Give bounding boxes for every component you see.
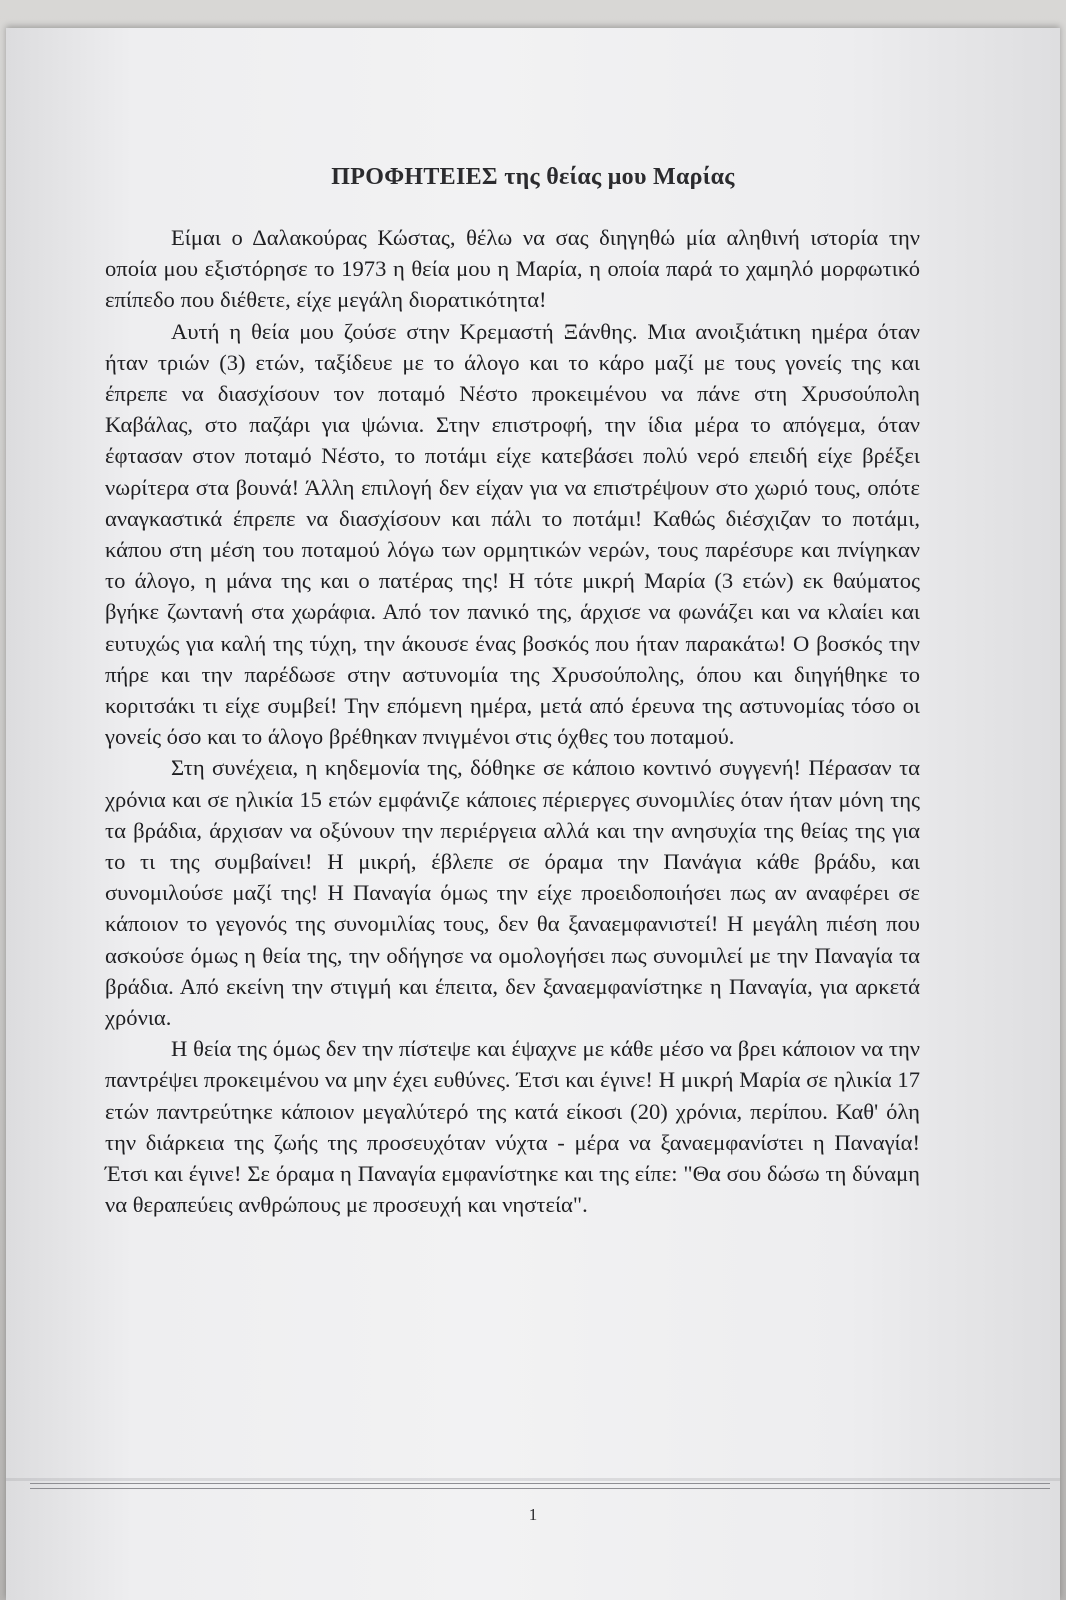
document-title: ΠΡΟΦΗΤΕΙΕΣ της θείας μου Μαρίας (331, 164, 735, 190)
document-body (105, 222, 920, 1221)
page-number: 1 (528, 1505, 538, 1524)
paragraph-1: Είμαι ο Δαλακούρας Κώστας, θέλω να σας διηγηθώ μία αληθινή ιστορία την οποία μου εξιστόρησε το 1973 η θεία μου η Μαρία, η οποία παρά το χαμηλό μορφωτικό επίπεδο που διέθετε, είχε μεγάλη διορατικότητα! (105, 225, 920, 313)
footer-rule-secondary (30, 1488, 1050, 1489)
paragraph-4: Η θεία της όμως δεν την πίστεψε και έψαχνε με κάθε μέσο να βρει κάποιον να την παντρέψει προκειμένου να μην έχει ευθύνες. Έτσι και έγινε! Η μικρή Μαρία σε ηλικία 17 ετών παντρεύτηκε κάποιον μεγαλύτερό της κατά είκοσι (20) χρόνια, περίπου. Καθ' όλη την διάρκεια της ζωής της προσευχόταν νύχτα - μέρα να ξαναεμφανίστει η Παναγία! Έτσι και έγινε! Σε όραμα η Παναγία εμφανίστηκε και της είπε: "Θα σου δώσω τη δύναμη να θεραπεύεις ανθρώπους με προσευχή και νηστεία". (105, 1036, 920, 1218)
paragraph-3: Στη συνέχεια, η κηδεμονία της, δόθηκε σε κάποιο κοντινό συγγενή! Πέρασαν τα χρόνια και σε ηλικία 15 ετών εμφάνιζε κάποιες πέριεργες συνομιλίες όταν ήταν μόνη της τα βράδια, άρχισαν να οξύνουν την περιέργεια αλλά και την ανησυχία της θείας της για το τι της συμβαίνει! Η μικρή, έβλεπε σε όραμα την Πανάγια κάθε βράδυ, και συνομιλούσε μαζί της! Η Παναγία όμως την είχε προειδοποιήσει πως αν αναφέρει σε κάποιον το γεγονός της συνομιλίας τους, δεν θα ξαναεμφανιστεί! Η μεγάλη πιέση που ασκούσε όμως η θεία της, την οδήγησε να ομολογήσει πως συνομιλεί με την Παναγία τα βράδια. Από εκείνη την στιγμή και έπειτα, δεν ξαναεμφανίστηκε η Παναγία, για αρκετά χρόνια. (105, 755, 920, 1031)
paragraph-2: Αυτή η θεία μου ζούσε στην Κρεμαστή Ξάνθης. Μια ανοιξιάτικη ημέρα όταν ήταν τριών (3) ετών, ταξίδευε με το άλογο και το κάρο μαζί με τους γονείς της και έπρεπε να διασχίσουν τον ποταμό Νέστο προκειμένου να πάνε στη Χρυσούπολη Καβάλας, στο παζάρι για ψώνια. Στην επιστροφή, την ίδια μέρα το απόγεμα, όταν έφτασαν στον ποταμό Νέστο, το ποτάμι είχε κατεβάσει πολύ νερό επειδή είχε βρέξει νωρίτερα στα βουνά! Άλλη επιλογή δεν είχαν για να επιστρέψουν στο χωριό τους, οπότε αναγκαστικά έπρεπε να διασχίσουν και πάλι το ποτάμι! Καθώς διέσχιζαν το ποτάμι, κάπου στη μέση του ποταμού λόγω των ορμητικών νερών, τους παρέσυρε και πνίγηκαν το άλογο, η μάνα της και ο πατέρας της! Η τότε μικρή Μαρία (3 ετών) εκ θαύματος βγήκε ζωντανή στα χωράφια. Από τον πανικό της, άρχισε να φωνάζει και να κλαίει και ευτυχώς για καλή της τύχη, την άκουσε ένας βοσκός που ήταν παρακάτω! Ο βοσκός την πήρε και την παρέδωσε στην αστυνομία της Χρυσούπολης, όπου και διηγήθηκε το κοριτσάκι τι είχε συμβεί! Την επόμενη ημέρα, μετά από έρευνα της αστυνομίας τόσο οι γονείς όσο και το άλογο βρέθηκαν πνιγμένοι στις όχθες του ποταμού. (105, 318, 920, 750)
paper-sheet (6, 28, 1060, 1600)
footer-rule (30, 1483, 1050, 1484)
paper-fold (6, 1478, 1060, 1481)
